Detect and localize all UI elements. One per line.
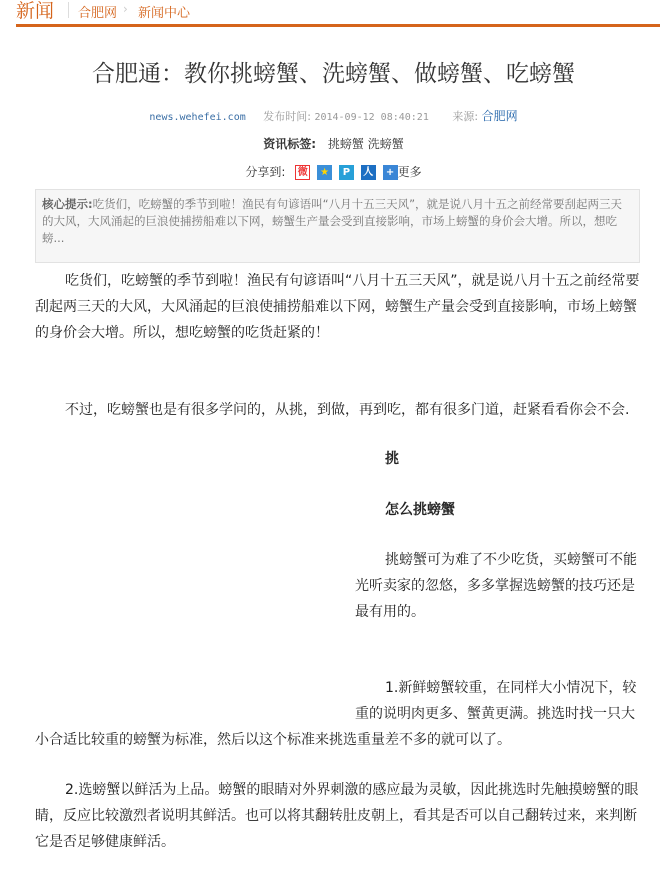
summary-box [35, 189, 640, 263]
paragraph: 吃货们，吃螃蟹的季节到啦！渔民有句谚语叫“八月十五三天风”，就是说八月十五之前经常要刮起两三天的大风，大风涌起的巨浪使捕捞船难以下网，螃蟹生产量会受到直接影响，市场上螃蟹的身价会大增。所以，想吃螃蟹的吃货赶紧的！ [35, 273, 640, 341]
share-label: 分享到: [245, 165, 286, 179]
publish-time: 2014-09-12 08:40:21 [314, 112, 429, 123]
section-heading: 挑 [385, 451, 399, 467]
tencent-weibo-icon[interactable]: P [339, 165, 354, 180]
share-more-link[interactable]: 更多 [397, 165, 422, 179]
section-subheading: 怎么挑螃蟹 [385, 502, 455, 518]
chevron-right-icon: › [123, 2, 128, 16]
article-meta [0, 107, 667, 124]
summary-text: 吃货们，吃螃蟹的季节到啦！渔民有句谚语叫“八月十五三天风”，就是说八月十五之前经常要刮起两三天的大风，大风涌起的巨浪使捕捞船难以下网，螃蟹生产量会受到直接影响，市场上螃蟹的身价会大增。所以，想吃螃... [42, 197, 623, 245]
paragraph: 不过，吃螃蟹也是有很多学问的，从挑，到做，再到吃，都有很多门道，赶紧看看你会不会. [65, 402, 630, 418]
tag-link[interactable]: 洗螃蟹 [367, 137, 404, 151]
list-item: 2.选螃蟹以鲜活为上品。螃蟹的眼睛对外界刺激的感应最为灵敏，因此挑选时先触摸螃蟹的眼睛，反应比较激烈者说明其鲜活。也可以将其翻转肚皮朝上，看其是否可以自己翻转过来，来判断它是否足够健康鲜活。 [35, 782, 639, 850]
article-body [35, 268, 640, 855]
tags-label: 资讯标签: [263, 137, 317, 151]
layout-spacer [35, 446, 355, 724]
qzone-icon[interactable]: ★ [317, 165, 332, 180]
site-url-link[interactable]: news.wehefei.com [149, 112, 246, 123]
tag-link[interactable]: 挑螃蟹 [327, 137, 364, 151]
list-item: 1.新鲜螃蟹较重，在同样大小情况下，较重的说明肉更多、蟹黄更满。挑选时找一只大小合适比较重的螃蟹为标准，然后以这个标准来挑选重量差不多的就可以了。 [35, 680, 637, 748]
source-label: 来源: [452, 110, 479, 123]
breadcrumb-link-home[interactable]: 合肥网 [78, 6, 118, 21]
site-section-logo[interactable]: 新闻 [16, 0, 55, 22]
paragraph: 挑螃蟹可为难了不少吃货，买螃蟹可不能光听卖家的忽悠，多多掌握选螃蟹的技巧还是最有用的。 [355, 552, 637, 620]
renren-icon[interactable]: 人 [361, 165, 376, 180]
breadcrumb [16, 0, 660, 27]
publish-label: 发布时间: [263, 110, 311, 123]
more-plus-icon[interactable]: + [383, 165, 398, 180]
summary-label: 核心提示: [42, 197, 93, 211]
breadcrumb-link-news[interactable]: 新闻中心 [138, 6, 191, 21]
share-row [0, 163, 667, 180]
weibo-icon[interactable]: 微 [295, 165, 310, 180]
source-link[interactable]: 合肥网 [481, 109, 518, 123]
tags-row [0, 135, 667, 152]
page-title: 合肥通：教你挑螃蟹、洗螃蟹、做螃蟹、吃螃蟹 [92, 61, 575, 87]
divider [68, 2, 69, 18]
